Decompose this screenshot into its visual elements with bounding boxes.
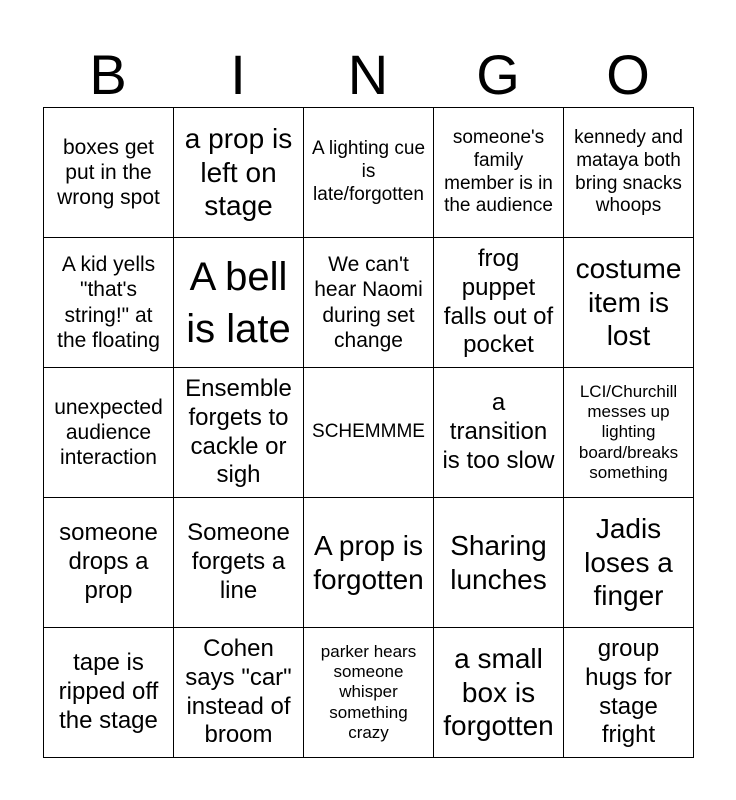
bingo-cell[interactable] — [434, 498, 564, 628]
bingo-cell[interactable] — [564, 238, 694, 368]
cell-text: A prop is forgotten — [313, 529, 424, 595]
header-letter-n: N — [347, 43, 389, 106]
cell-text: A bell is late — [186, 254, 291, 351]
cell-text: kennedy and mataya both bring snacks whoops — [574, 126, 683, 217]
bingo-header — [43, 42, 693, 108]
bingo-cell[interactable] — [174, 368, 304, 498]
cell-text: unexpected audience interaction — [54, 395, 163, 470]
bingo-cell[interactable] — [434, 108, 564, 238]
bingo-cell[interactable] — [304, 108, 434, 238]
header-letter-o: O — [606, 43, 650, 106]
cell-text: frog puppet falls out of pocket — [443, 244, 554, 359]
cell-text: a small box is forgotten — [443, 643, 554, 742]
bingo-cell[interactable] — [434, 368, 564, 498]
cell-text: Cohen says "car" instead of broom — [185, 634, 292, 749]
bingo-cell[interactable] — [174, 628, 304, 758]
cell-text: A lighting cue is late/forgotten — [311, 138, 426, 205]
cell-text: Someone forgets a line — [187, 519, 290, 604]
cell-text: We can't hear Naomi during set change — [314, 253, 423, 352]
header-letter-b: B — [89, 43, 127, 106]
bingo-cell[interactable] — [564, 368, 694, 498]
bingo-cell[interactable] — [44, 498, 174, 628]
cell-text: LCI/Churchill messes up lighting board/breaks something — [578, 381, 679, 483]
bingo-cell[interactable] — [564, 108, 694, 238]
bingo-cell[interactable] — [434, 238, 564, 368]
bingo-board — [43, 107, 694, 758]
bingo-cell[interactable] — [44, 368, 174, 498]
cell-text: group hugs for stage fright — [585, 634, 672, 749]
cell-text: SCHEMMME — [312, 421, 425, 443]
cell-text: costume item is lost — [575, 253, 682, 352]
bingo-cell[interactable] — [304, 368, 434, 498]
cell-text: A kid yells "that's string!" at the floating — [57, 253, 160, 352]
bingo-cell[interactable] — [564, 628, 694, 758]
cell-text: a prop is left on stage — [184, 123, 293, 222]
cell-text: tape is ripped off the stage — [58, 649, 159, 734]
bingo-cell[interactable] — [44, 628, 174, 758]
cell-text: Sharing lunches — [450, 529, 547, 595]
bingo-cell[interactable] — [304, 498, 434, 628]
bingo-cell[interactable] — [564, 498, 694, 628]
cell-text: parker hears someone whisper something crazy — [320, 641, 417, 743]
cell-text: a transition is too slow — [442, 389, 555, 474]
cell-text: someone drops a prop — [59, 519, 158, 604]
bingo-cell[interactable] — [44, 238, 174, 368]
bingo-cell[interactable] — [304, 238, 434, 368]
cell-text: someone's family member is in the audience — [444, 126, 553, 217]
bingo-cell[interactable] — [434, 628, 564, 758]
bingo-cell[interactable] — [174, 108, 304, 238]
header-letter-g: G — [476, 43, 520, 106]
bingo-cell[interactable] — [44, 108, 174, 238]
bingo-cell[interactable] — [174, 238, 304, 368]
cell-text: Jadis loses a finger — [584, 513, 673, 612]
cell-text: Ensemble forgets to cackle or sigh — [185, 374, 292, 489]
header-letter-i: I — [230, 43, 246, 106]
bingo-cell[interactable] — [174, 498, 304, 628]
bingo-cell[interactable] — [304, 628, 434, 758]
cell-text: boxes get put in the wrong spot — [57, 135, 160, 210]
